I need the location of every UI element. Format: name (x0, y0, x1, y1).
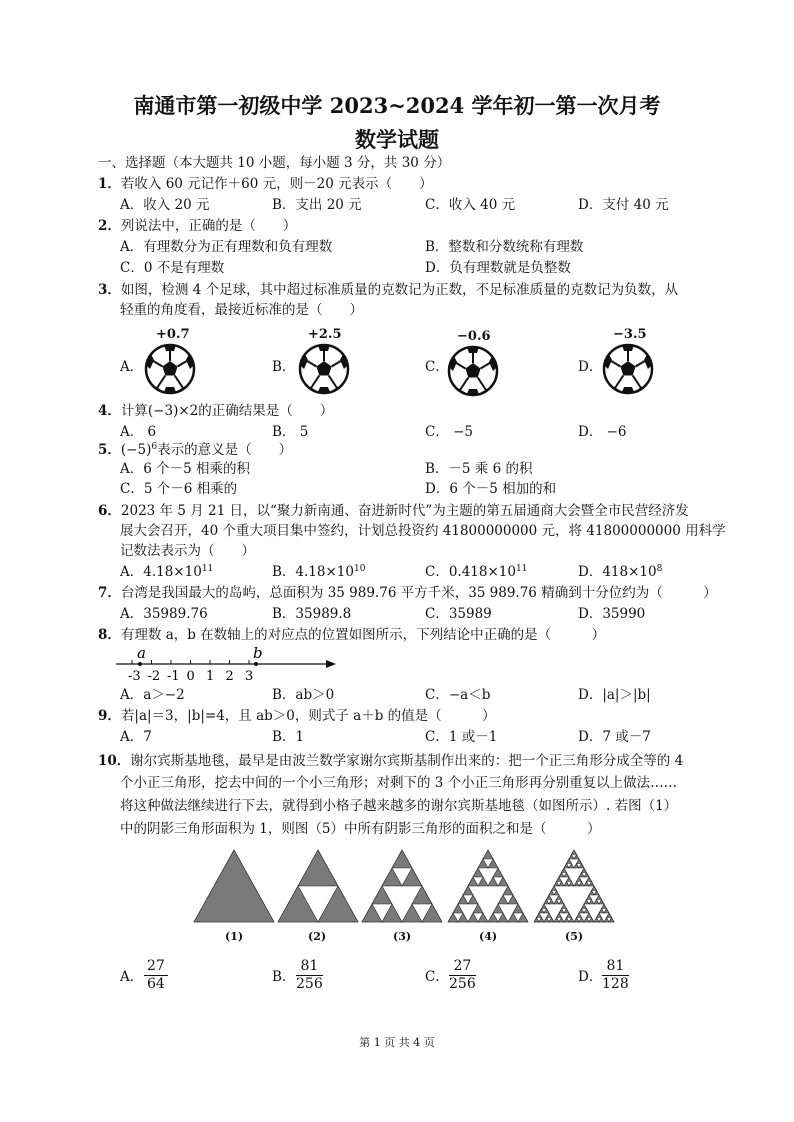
point-a-dot (138, 662, 142, 666)
q9-option-a[interactable]: A．7 (120, 729, 152, 745)
option-exponent: 8 (656, 564, 663, 574)
question-5 (98, 441, 292, 459)
q5-option-a[interactable]: A．6 个－5 相乘的积 (120, 461, 251, 477)
q6-option-b[interactable] (272, 563, 365, 581)
q1-option-d[interactable]: D．支付 40 元 (578, 197, 669, 213)
q1-option-b[interactable]: B．支出 20 元 (272, 197, 362, 213)
question-2 (98, 217, 296, 235)
numerator: 27 (144, 958, 168, 976)
question-3-line2: 轻重的角度看，最接近标准的是（ ） (120, 302, 363, 318)
q10-option-a-label[interactable]: A． (120, 969, 144, 985)
q3-option-b[interactable]: B． (272, 359, 296, 375)
sierpinski-figures (190, 848, 620, 924)
option-text: C．0.418×10 (425, 564, 516, 580)
question-text: 有理数 a，b 在数轴上的对应点的位置如图所示，下列结论中正确的是（ ） (120, 627, 606, 643)
q4-option-b[interactable]: B． 5 (272, 424, 309, 440)
question-text: 如图，检测 4 个足球，其中超过标准质量的克数记为正数，不足标准质量的克数记为负数，从 (120, 282, 679, 298)
tick-label: 0 (186, 669, 195, 684)
question-number: 2． (98, 218, 121, 234)
denominator: 64 (147, 976, 165, 992)
tick-label: -3 (128, 669, 141, 684)
q8-option-b[interactable]: B．ab＞0 (272, 687, 335, 703)
q10-option-d-fraction[interactable] (602, 958, 629, 993)
q9-option-b[interactable]: B．1 (272, 729, 305, 745)
q8-option-c[interactable]: C．−a＜b (425, 687, 491, 703)
denominator: 256 (449, 976, 476, 992)
q3-value-c: −0.6 (457, 329, 491, 344)
option-text: D．418×10 (578, 564, 657, 580)
question-6 (98, 502, 689, 520)
q2-option-c[interactable]: C．0 不是有理数 (120, 260, 225, 276)
q4-option-d[interactable]: D． −6 (578, 424, 627, 440)
question-text: 若|a|＝3，|b|=4，且 ab＞0，则式子 a＋b 的值是（ ） (120, 708, 496, 724)
q10-option-d-label[interactable]: D． (578, 969, 603, 985)
q1-option-a[interactable]: A．收入 20 元 (120, 197, 210, 213)
q8-option-d[interactable]: D．|a|＞|b| (578, 687, 651, 703)
q9-option-d[interactable]: D．7 或－7 (578, 729, 651, 745)
soccer-ball-icon (447, 345, 499, 397)
q3-value-d: −3.5 (613, 327, 647, 342)
question-number: 3． (98, 282, 121, 298)
figure-caption-1: (1) (225, 930, 244, 943)
q8-option-a[interactable]: A．a＞−2 (120, 687, 185, 703)
soccer-ball-icon (144, 343, 196, 395)
question-text: 谢尔宾斯基地毯，最早是由波兰数学家谢尔宾斯基制作出来的：把一个正三角形分成全等的 4 (130, 753, 684, 769)
q10-option-c-label[interactable]: C． (425, 969, 449, 985)
question-number: 8． (98, 627, 121, 643)
q3-option-a[interactable]: A． (120, 359, 144, 375)
question-4 (98, 402, 333, 420)
q5-option-b[interactable]: B．－5 乘 6 的积 (425, 461, 533, 477)
power-exponent: 6 (151, 442, 158, 452)
q2-option-d[interactable]: D．负有理数就是负整数 (425, 260, 571, 276)
option-exponent: 11 (515, 564, 528, 574)
question-number: 10． (98, 753, 131, 769)
q4-option-c[interactable]: C． −5 (425, 424, 474, 440)
tick-label: 3 (245, 669, 254, 684)
power-base: (−5) (120, 442, 152, 458)
denominator: 128 (602, 976, 629, 992)
q7-option-d[interactable]: D．35990 (578, 606, 646, 622)
numerator: 81 (296, 958, 323, 976)
q7-option-c[interactable]: C．35989 (425, 606, 492, 622)
question-number: 7． (98, 585, 121, 601)
q2-option-b[interactable]: B．整数和分数统称有理数 (425, 239, 584, 255)
shaded-triangle (392, 850, 412, 868)
q3-value-b: +2.5 (308, 327, 342, 342)
figure-caption-3: (3) (393, 930, 412, 943)
shaded-triangle (298, 850, 338, 886)
question-text: 列说法中，正确的是（ ） (120, 218, 297, 234)
q3-value-a: +0.7 (156, 327, 190, 342)
point-a-label: a (137, 644, 146, 662)
point-b-dot (254, 662, 258, 666)
option-exponent: 10 (353, 564, 366, 574)
question-number: 4． (98, 403, 121, 419)
option-exponent: 11 (201, 564, 214, 574)
question-10 (98, 752, 683, 770)
exam-title: 南通市第一初级中学 2023~2024 学年初一第一次月考 (133, 93, 661, 118)
question-text: 若收入 60 元记作＋60 元，则－20 元表示（ ） (120, 176, 433, 192)
q6-option-d[interactable] (578, 563, 662, 581)
question-number: 5． (98, 442, 121, 458)
question-text: 计算(−3)×2的正确结果是（ ） (120, 403, 334, 419)
question-1 (98, 175, 433, 193)
question-7 (98, 584, 717, 602)
question-number: 6． (98, 503, 121, 519)
tick-label: 2 (225, 669, 234, 684)
figure-caption-2: (2) (308, 930, 327, 943)
soccer-ball-icon (298, 343, 350, 395)
soccer-ball-icon (602, 343, 654, 395)
section-heading: 一、选择题（本大题共 10 小题，每小题 3 分，共 30 分） (98, 155, 451, 171)
q10-option-b-fraction[interactable] (296, 958, 323, 993)
question-number: 1． (98, 176, 121, 192)
question-text: 2023 年 5 月 21 日，以“聚力新南通、奋进新时代”为主题的第五届通商大会暨全市民营经济发 (120, 503, 689, 519)
q10-option-c-fraction[interactable] (449, 958, 476, 993)
numerator: 27 (449, 958, 476, 976)
q7-option-b[interactable]: B．35989.8 (272, 606, 352, 622)
q10-option-a-fraction[interactable] (144, 958, 168, 993)
q3-option-c[interactable]: C． (425, 359, 449, 375)
q9-option-c[interactable]: C．1 或－1 (425, 729, 498, 745)
denominator: 256 (296, 976, 323, 992)
question-10-line3: 将这种做法继续进行下去，就得到小格子越来越多的谢尔宾斯基地毯（如图所示）. 若图（1） (120, 798, 678, 814)
q6-option-a[interactable] (120, 563, 213, 581)
question-3 (98, 281, 678, 299)
tick-label: -2 (147, 669, 161, 684)
tick-label: 1 (206, 669, 215, 684)
question-text: 表示的意义是（ ） (157, 442, 293, 458)
q4-option-a[interactable]: A． 6 (120, 424, 157, 440)
page-footer: 第 1 页 共 4 页 (359, 1036, 435, 1049)
q10-option-b-label[interactable]: B． (272, 969, 296, 985)
shaded-triangle (572, 850, 577, 855)
question-9 (98, 707, 496, 725)
question-text: 台湾是我国最大的岛屿，总面积为 35 989.76 平方千米，35 989.76 精确到十分位约为（ ） (120, 585, 717, 601)
question-6-line3: 记数法表示为（ ） (120, 543, 255, 559)
option-text: B．4.18×10 (272, 564, 354, 580)
question-10-line4: 中的阴影三角形面积为 1，则图（5）中所有阴影三角形的面积之和是（ ） (120, 821, 601, 837)
q7-option-a[interactable]: A．35989.76 (120, 606, 208, 622)
question-6-line2: 展大会召开，40 个重大项目集中签约，计划总投资约 41800000000 元，将 41800000000 用科学 (120, 523, 726, 539)
tick-label: -1 (167, 669, 180, 684)
point-b-label: b (253, 644, 263, 662)
number-line (112, 642, 342, 684)
question-number: 9． (98, 708, 121, 724)
option-text: A．4.18×10 (120, 564, 202, 580)
q1-option-c[interactable]: C．收入 40 元 (425, 197, 516, 213)
q2-option-a[interactable]: A．有理数分为正有理数和负有理数 (120, 239, 333, 255)
q5-option-c[interactable]: C．5 个－6 相乘的 (120, 481, 238, 497)
q3-option-d[interactable]: D． (578, 359, 603, 375)
shaded-triangle (194, 850, 274, 922)
exam-subtitle: 数学试题 (355, 127, 439, 152)
shaded-triangle (483, 850, 493, 859)
figure-caption-5: (5) (565, 930, 584, 943)
figure-caption-4: (4) (479, 930, 498, 943)
numerator: 81 (602, 958, 629, 976)
q6-option-c[interactable] (425, 563, 527, 581)
question-10-line2: 个小正三角形，挖去中间的一个小三角形；对剩下的 3 个小正三角形再分别重复以上做法…… (120, 775, 678, 791)
q5-option-d[interactable]: D．6 个－5 相加的和 (425, 481, 557, 497)
